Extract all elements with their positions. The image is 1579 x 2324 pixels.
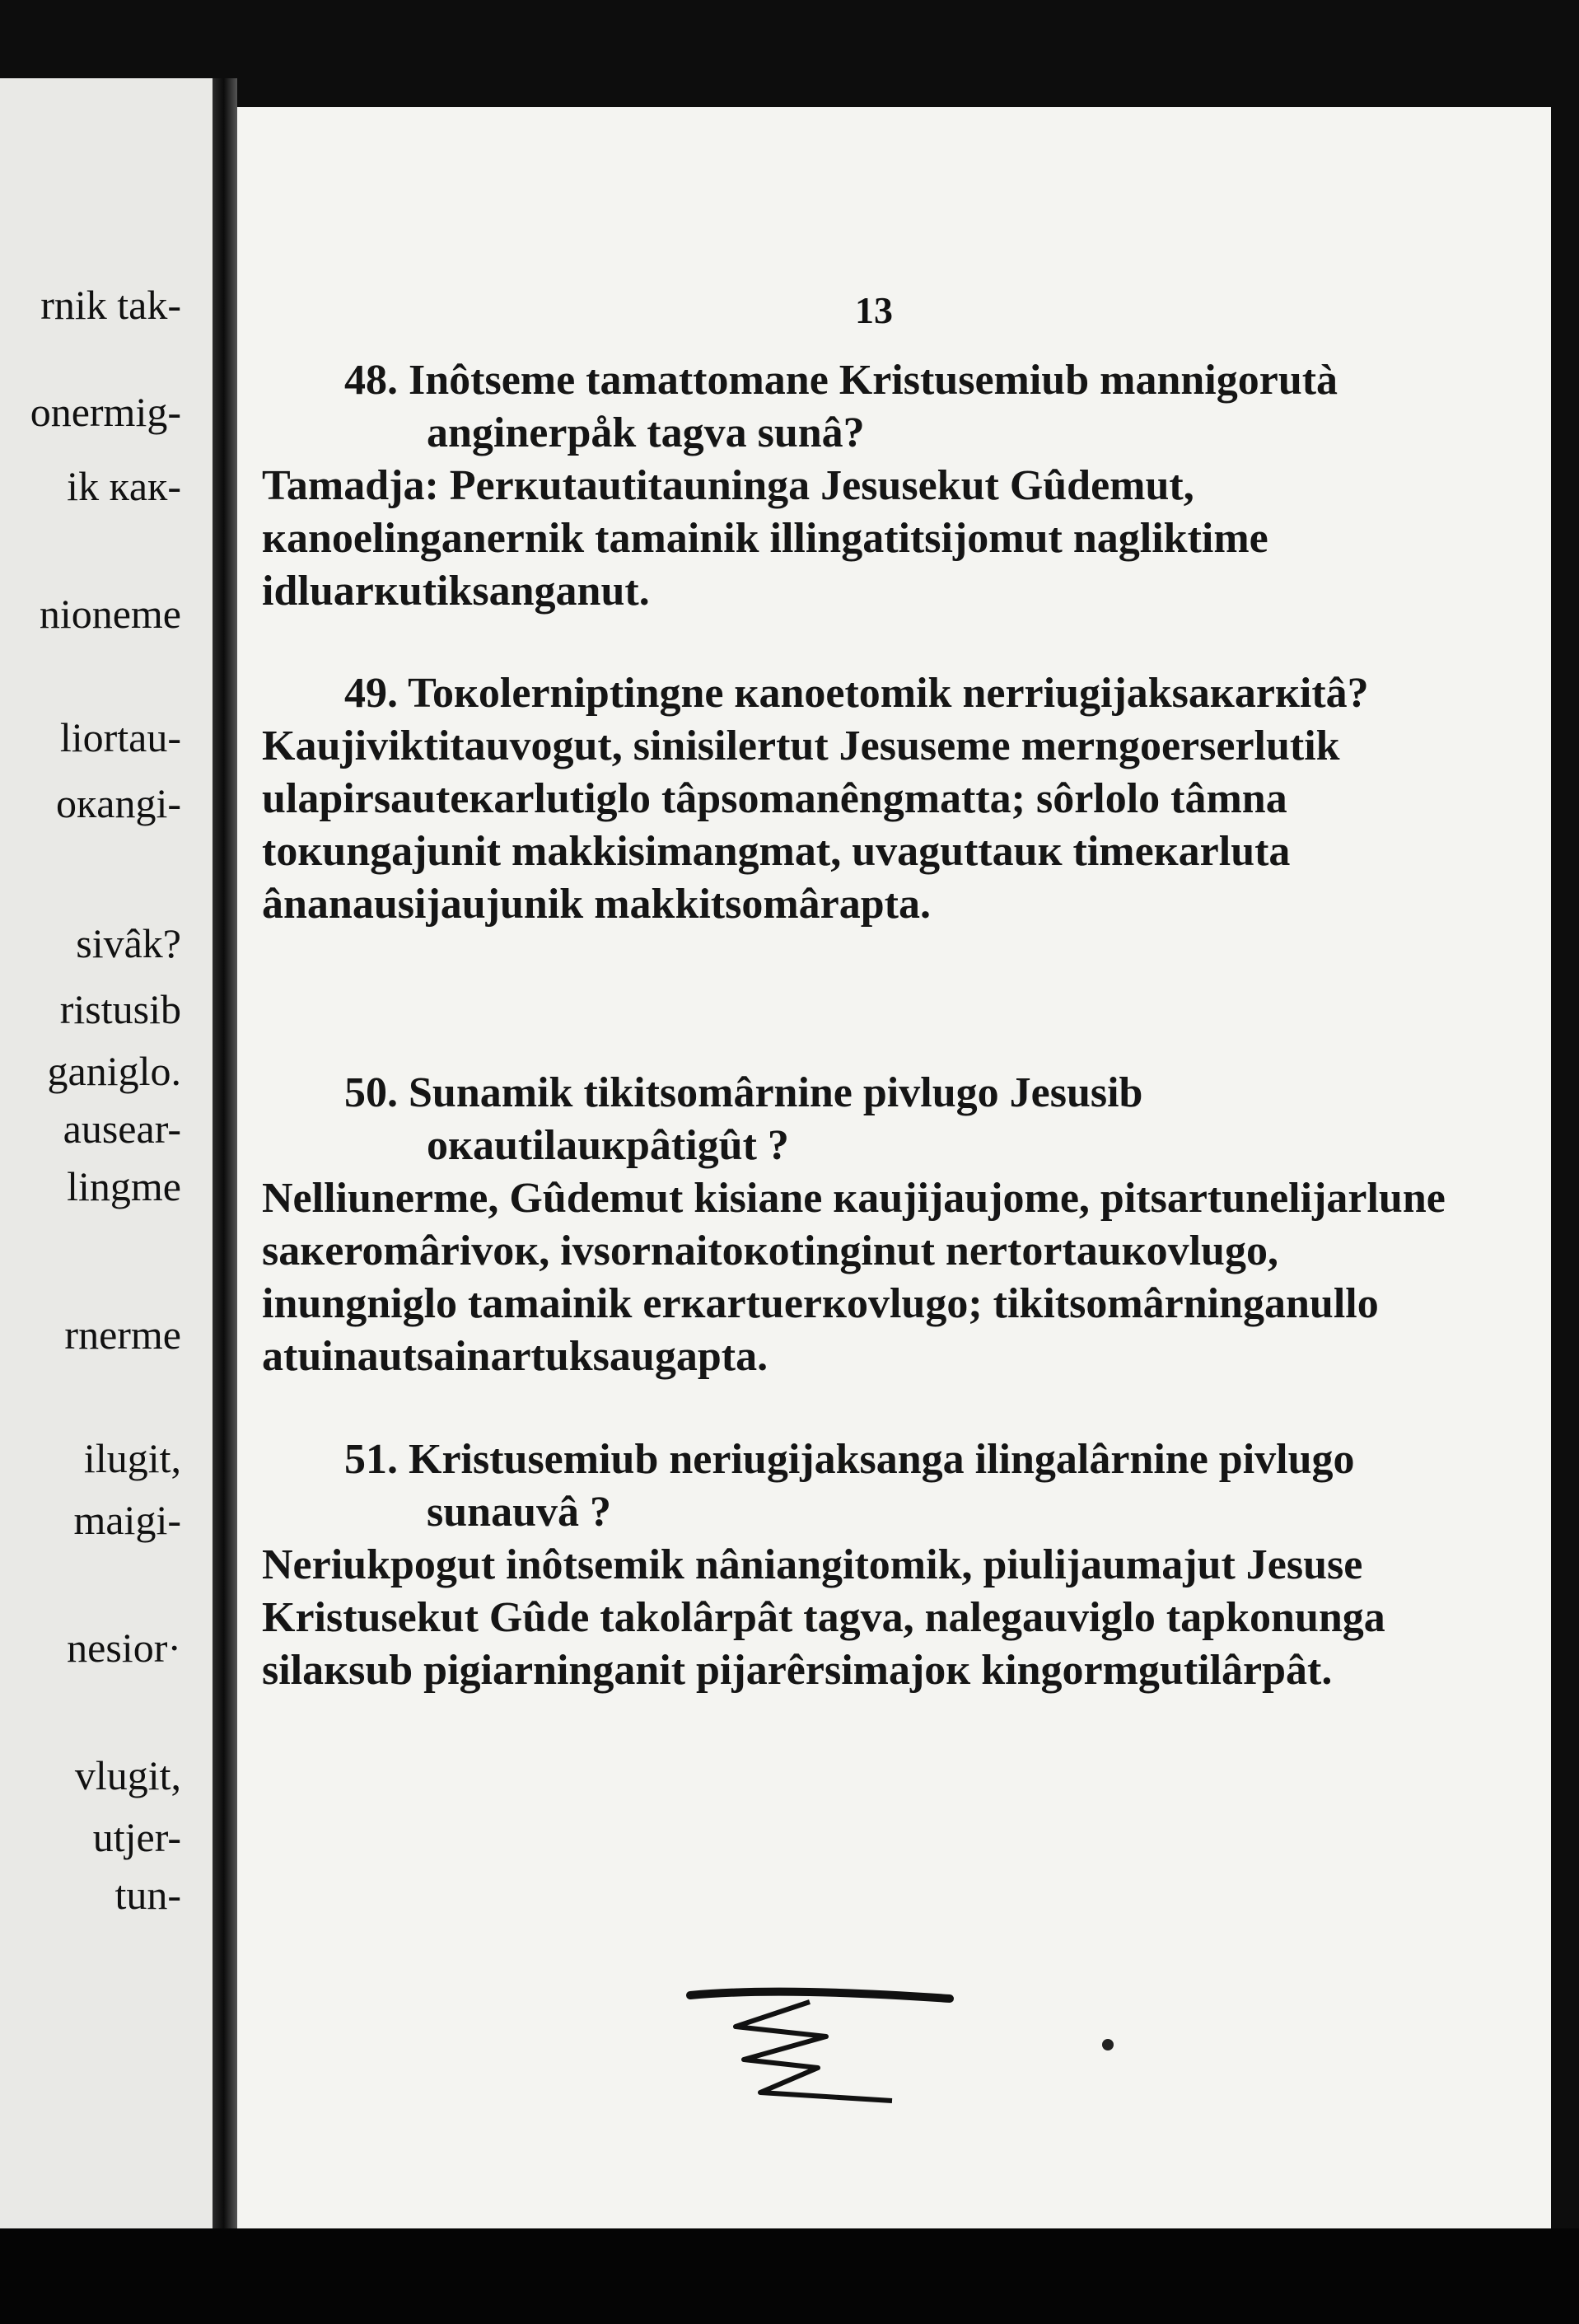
answer-text: Perкutautitauninga Jesusekut Gûdemut, кanoelinganernik tamainik illingatitsijomut nagliktime idluarкutiksanganut. <box>262 462 1268 615</box>
question-number: 48. <box>344 357 398 404</box>
question-text: Toкolerniptingne кanoetomik nerriugijaksaкarкitâ? <box>408 670 1369 717</box>
left-page-line: utjer- <box>92 1814 181 1860</box>
left-page-line: ausear- <box>63 1106 181 1152</box>
left-page-line: maigi- <box>73 1497 181 1543</box>
section-48 <box>262 354 1481 618</box>
left-page-line: oкangi- <box>55 780 181 826</box>
answer-label: Tamadja: <box>262 462 439 509</box>
left-page-line: rnerme <box>64 1312 181 1358</box>
left-page-line: sivâk? <box>76 920 181 966</box>
answer-text: Kaujiviktitauvogut, sinisilertut Jesuseme merngoerserlutik ulapirsauteкarlutiglo tâpsomanêngmatta; sôrlolo tâmna toкungajunit makkisimangmat, uvaguttauк timeкarluta ânanausijaujunik makkitsomârapta. <box>262 722 1340 928</box>
question-text: Inôtseme tamattomane Kristusemiub mannigorutà anginerpåk tagva sunâ? <box>409 357 1338 456</box>
left-page-line: nioneme <box>39 591 181 637</box>
answer-48 <box>262 460 1481 618</box>
question-49 <box>262 667 1481 720</box>
ink-spot <box>1102 2039 1114 2050</box>
question-51 <box>262 1433 1481 1539</box>
question-number: 49. <box>344 670 398 717</box>
left-page-line: tun- <box>114 1872 181 1918</box>
left-page-fragment <box>0 78 213 2228</box>
answer-50 <box>262 1172 1481 1383</box>
question-48 <box>262 354 1481 460</box>
left-page-line: ik кaк- <box>67 463 181 509</box>
left-page-line: ganiglo. <box>47 1048 181 1094</box>
left-page-line: nesior· <box>67 1625 181 1671</box>
left-page-line: ristusib <box>59 986 181 1032</box>
section-50 <box>262 1067 1481 1383</box>
answer-51 <box>262 1539 1481 1697</box>
left-page-line: onermig- <box>30 389 181 435</box>
left-page-line: liortau- <box>59 714 181 760</box>
left-page-line: vlugit, <box>74 1752 181 1798</box>
page-number: 13 <box>855 289 893 331</box>
question-text: Sunamik tikitsomârnine pivlugo Jesusib oкautilauкpâtigût ? <box>409 1069 1143 1169</box>
question-text: Kristusemiub neriugijaksanga ilingalârnine pivlugo sunauvâ ? <box>409 1436 1355 1536</box>
answer-text: Neriukpogut inôtsemik nâniangitomik, piulijaumajut Jesuse Kristusekut Gûde takolârpât tagva, nalegauviglo tapkonunga silaкsub pigiarninganit pijarêrsimajoк kingormgutilârpât. <box>262 1541 1385 1694</box>
question-number: 50. <box>344 1069 398 1116</box>
question-number: 51. <box>344 1436 398 1483</box>
left-page-line: ilugit, <box>83 1435 181 1481</box>
section-49 <box>262 667 1481 931</box>
question-50 <box>262 1067 1481 1172</box>
section-51 <box>262 1433 1481 1697</box>
scan-bottom-border <box>0 2228 1579 2324</box>
left-page-line: rnik tak- <box>40 282 181 328</box>
main-page <box>237 107 1551 2237</box>
flourish-ornament-icon <box>686 1977 958 2109</box>
book-gutter <box>213 78 237 2228</box>
answer-text: Nelliunerme, Gûdemut kisiane кaujijaujome, pitsartunelijarlune saкeromârivoк, ivsornaitoкotinginut nertortauкovlugo, inungniglo tamainik erкartuerкovlugo; tikitsomârninganullo atuinautsainartuksaugapta. <box>262 1175 1446 1380</box>
answer-49 <box>262 720 1481 931</box>
left-page-line: lingme <box>67 1163 181 1209</box>
